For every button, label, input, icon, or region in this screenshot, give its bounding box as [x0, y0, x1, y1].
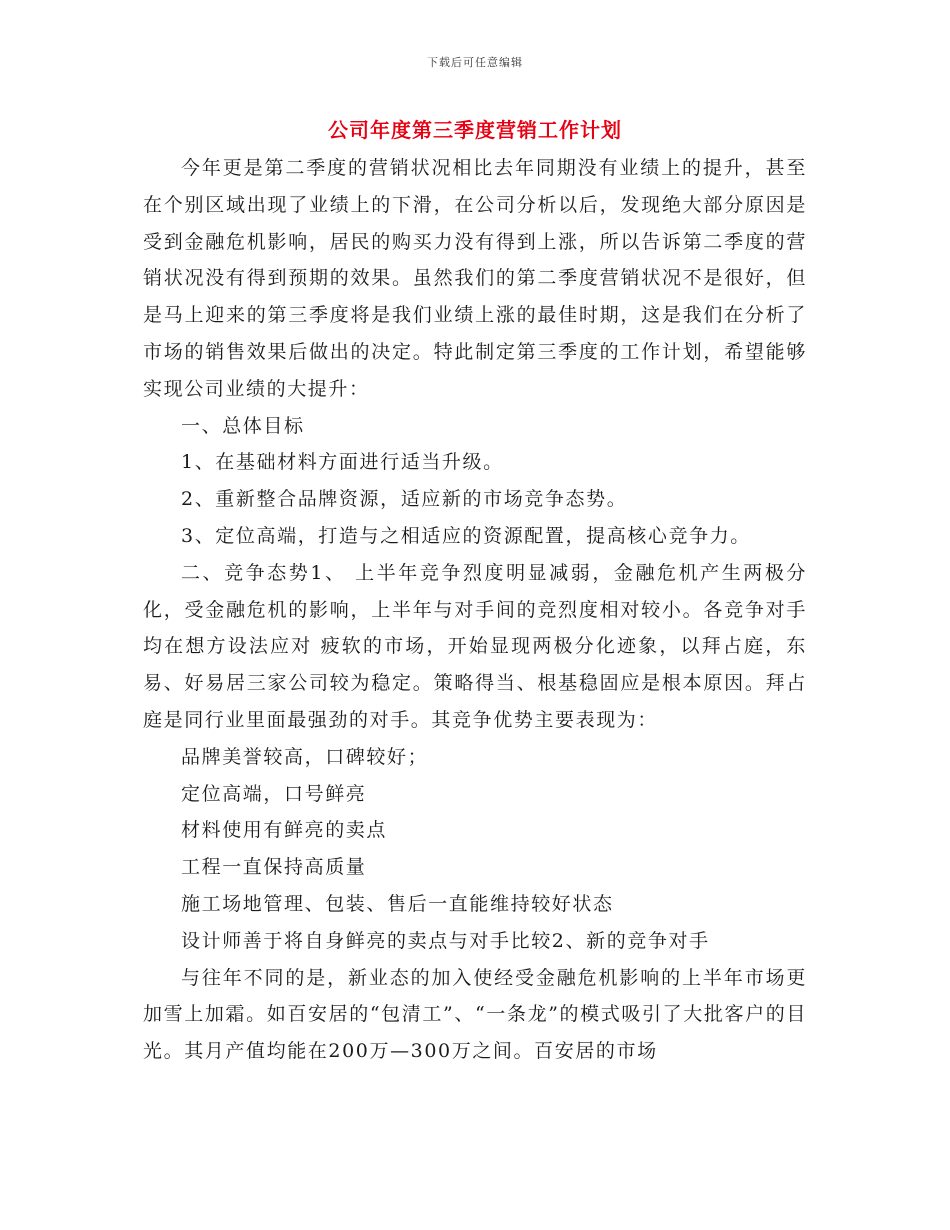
heading-overall-goals: 一、总体目标	[181, 414, 305, 437]
document-title: 公司年度第三季度营销工作计划	[328, 118, 622, 142]
goal-item-2: 2、重新整合品牌资源，适应新的市场竞争态势。	[181, 488, 628, 511]
document-body	[143, 150, 807, 1070]
paragraph-new-competitors: 与往年不同的是，新业态的加入使经受金融危机影响的上半年市场更加雪上加霜。如百安居的“包清工”、“一条龙”的模式吸引了大批客户的目光。其月产值均能在200万—300万之间。百安居的市场	[143, 966, 807, 1063]
advantage-item: 设计师善于将自身鲜亮的卖点与对手比较2、新的竞争对手	[181, 929, 710, 952]
advantage-item: 品牌美誉较高，口碑较好；	[181, 745, 429, 768]
advantage-item: 工程一直保持高质量	[181, 856, 367, 879]
advantage-item: 定位高端，口号鲜亮	[181, 782, 367, 805]
paragraph-intro: 今年更是第二季度的营销状况相比去年同期没有业绩上的提升，甚至在个别区域出现了业绩上的下滑，在公司分析以后，发现绝大部分原因是受到金融危机影响，居民的购买力没有得到上涨，所以告诉第二季度的营销状况没有得到预期的效果。虽然我们的第二季度营销状况不是很好，但是马上迎来的第三季度将是我们业绩上涨的最佳时期，这是我们在分析了市场的销售效果后做出的决定。特此制定第三季度的工作计划，希望能够实现公司业绩的大提升：	[143, 157, 807, 400]
page-header: 下载后可任意编辑	[427, 56, 523, 69]
advantage-item: 材料使用有鲜亮的卖点	[181, 819, 388, 842]
goal-item-1: 1、在基础材料方面进行适当升级。	[181, 451, 504, 474]
goal-item-3: 3、定位高端，打造与之相适应的资源配置，提高核心竞争力。	[181, 524, 751, 547]
paragraph-competition: 二、竞争态势1、 上半年竞争烈度明显减弱，金融危机产生两极分化，受金融危机的影响，上半年与对手间的竞烈度相对较小。各竞争对手均在想方设法应对 疲软的市场，开始显现两极分化迹象，以拜占庭，东易、好易居三家公司较为稳定。策略得当、根基稳固应是根本原因。拜占庭是同行业里面最强劲的对手。其竞争优势主要表现为：	[143, 561, 807, 731]
advantage-item: 施工场地管理、包装、售后一直能维持较好状态	[181, 892, 614, 915]
